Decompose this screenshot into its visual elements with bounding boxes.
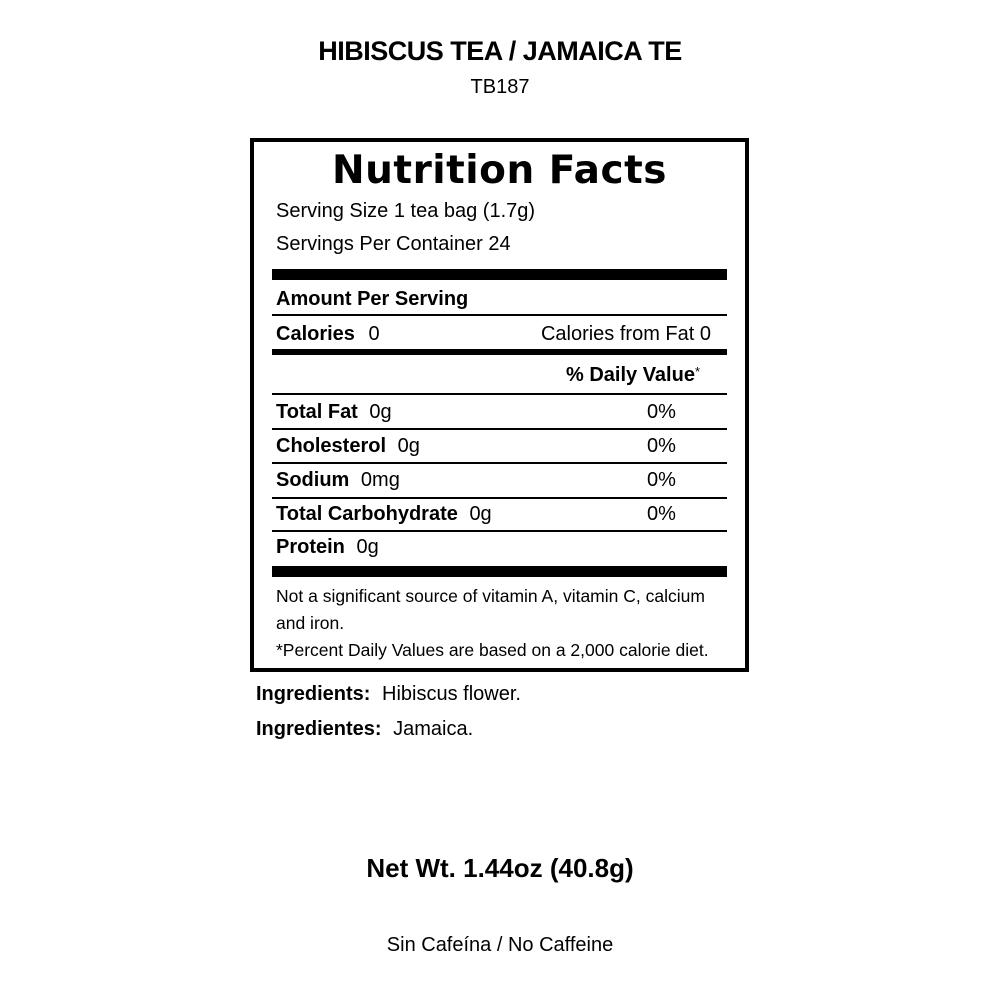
nutrient-name: Protein bbox=[276, 536, 345, 558]
ingredients-label: Ingredients: bbox=[256, 683, 371, 705]
calories-value: 0 bbox=[368, 323, 380, 345]
divider bbox=[272, 497, 727, 499]
daily-value-asterisk: * bbox=[694, 364, 701, 379]
divider bbox=[272, 530, 727, 532]
divider bbox=[272, 393, 727, 395]
calories-from-fat: Calories from Fat 0 bbox=[540, 323, 711, 345]
nutrient-name: Sodium bbox=[276, 469, 350, 491]
nutrient-row bbox=[276, 503, 723, 526]
nutrient-amount: 0g bbox=[469, 503, 492, 525]
net-weight: Net Wt. 1.44oz (40.8g) bbox=[366, 853, 634, 883]
divider-medium bbox=[272, 349, 727, 355]
product-title: HIBISCUS TEA / JAMAICA TE bbox=[318, 36, 682, 66]
calories-label: Calories bbox=[276, 323, 355, 345]
calories-row bbox=[276, 323, 723, 346]
servings-per-container: Servings Per Container 24 bbox=[276, 233, 511, 255]
serving-size: Serving Size 1 tea bag (1.7g) bbox=[276, 200, 536, 222]
nutrient-daily-value: 0% bbox=[647, 469, 676, 491]
nutrient-name: Total Fat bbox=[276, 401, 358, 423]
footnote-vitamins: Not a significant source of vitamin A, vitamin C, calcium bbox=[276, 586, 705, 606]
divider bbox=[272, 314, 727, 316]
divider-thick bbox=[272, 269, 727, 280]
divider-thick bbox=[272, 566, 727, 577]
caffeine-note: Sin Cafeína / No Caffeine bbox=[386, 934, 614, 956]
nutrient-row bbox=[276, 536, 723, 559]
footnote-daily-values: *Percent Daily Values are based on a 2,000 calorie diet. bbox=[276, 640, 709, 660]
ingredientes-label: Ingredientes: bbox=[256, 718, 382, 740]
nutrient-name: Cholesterol bbox=[276, 435, 387, 457]
divider bbox=[272, 428, 727, 430]
nutrient-amount: 0g bbox=[356, 536, 379, 558]
divider bbox=[272, 462, 727, 464]
nutrient-daily-value: 0% bbox=[647, 503, 676, 525]
nutrient-name: Total Carbohydrate bbox=[276, 503, 458, 525]
ingredients-spanish bbox=[256, 718, 473, 741]
product-code: TB187 bbox=[470, 76, 530, 98]
daily-value-header: % Daily Value bbox=[566, 364, 695, 386]
nutrient-amount: 0g bbox=[369, 401, 392, 423]
amount-per-serving: Amount Per Serving bbox=[276, 288, 469, 310]
ingredients-value: Hibiscus flower. bbox=[382, 683, 521, 705]
footnote-vitamins-cont: and iron. bbox=[276, 613, 345, 633]
nutrient-daily-value: 0% bbox=[647, 435, 676, 457]
nutrient-row bbox=[276, 435, 723, 458]
nutrient-amount: 0g bbox=[397, 435, 420, 457]
ingredients-english bbox=[256, 683, 521, 706]
nutrient-amount: 0mg bbox=[360, 469, 400, 491]
nutrient-row bbox=[276, 401, 723, 424]
nutrition-facts-panel bbox=[250, 138, 749, 672]
nutrition-facts-heading: Nutrition Facts bbox=[332, 148, 667, 193]
nutrient-row bbox=[276, 469, 723, 492]
ingredientes-value: Jamaica. bbox=[393, 718, 474, 740]
nutrient-daily-value: 0% bbox=[647, 401, 676, 423]
